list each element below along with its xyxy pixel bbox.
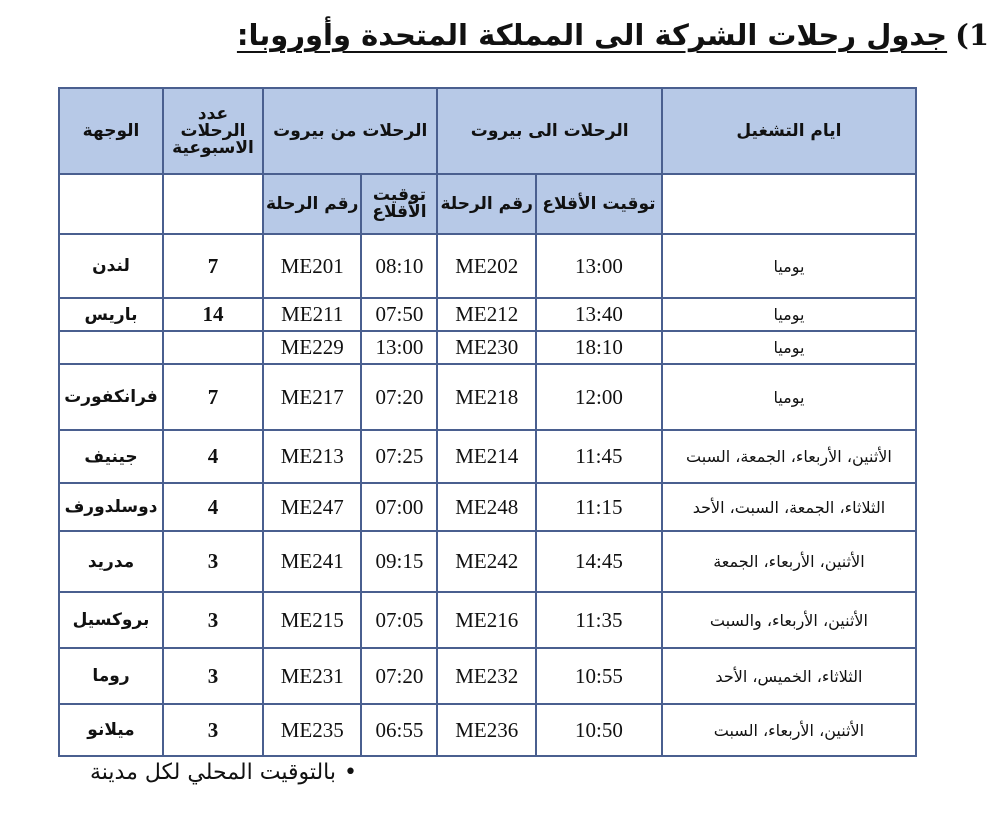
table-row <box>59 298 916 331</box>
days-cell: الثلاثاء، الجمعة، السبت، الأحد <box>662 483 916 531</box>
table-row <box>59 648 916 704</box>
to-flight-cell: ME202 <box>437 234 535 298</box>
table-row <box>59 704 916 756</box>
from-time-cell: 08:10 <box>361 234 437 298</box>
days-cell: يوميا <box>662 364 916 430</box>
header-weekly-count: عدد الرحلات الاسبوعية <box>163 88 263 174</box>
table-row <box>59 430 916 483</box>
destination-cell: مدريد <box>59 531 163 592</box>
subheader-from-time: توقيت الأقلاع <box>361 174 437 234</box>
to-flight-cell: ME248 <box>437 483 535 531</box>
from-flight-cell: ME211 <box>263 298 361 331</box>
from-time-cell: 07:05 <box>361 592 437 648</box>
subheader-to-time: توقيت الأقلاع <box>536 174 662 234</box>
from-flight-cell: ME217 <box>263 364 361 430</box>
weekly-cell: 7 <box>163 364 263 430</box>
from-time-cell: 07:50 <box>361 298 437 331</box>
header-empty-cell <box>662 174 916 234</box>
destination-cell: لندن <box>59 234 163 298</box>
days-cell: يوميا <box>662 234 916 298</box>
weekly-cell: 3 <box>163 704 263 756</box>
weekly-cell: 3 <box>163 648 263 704</box>
days-cell: الأثنين، الأربعاء، السبت <box>662 704 916 756</box>
destination-cell: دوسلدورف <box>59 483 163 531</box>
from-time-cell: 07:20 <box>361 648 437 704</box>
header-days: ايام التشغيل <box>662 88 916 174</box>
to-flight-cell: ME218 <box>437 364 535 430</box>
to-flight-cell: ME214 <box>437 430 535 483</box>
header-empty-cell <box>59 174 163 234</box>
to-time-cell: 14:45 <box>536 531 662 592</box>
from-time-cell: 07:25 <box>361 430 437 483</box>
days-cell: يوميا <box>662 298 916 331</box>
header-row-sub <box>59 174 916 234</box>
from-time-cell: 13:00 <box>361 331 437 364</box>
from-flight-cell: ME201 <box>263 234 361 298</box>
flight-schedule-table <box>58 87 917 757</box>
days-cell: الأثنين، الأربعاء، الجمعة، السبت <box>662 430 916 483</box>
from-time-cell: 09:15 <box>361 531 437 592</box>
destination-cell: فرانكفورت <box>59 364 163 430</box>
header-to-beirut: الرحلات الى بيروت <box>437 88 661 174</box>
weekly-cell: 7 <box>163 234 263 298</box>
weekly-cell: 3 <box>163 531 263 592</box>
to-flight-cell: ME216 <box>437 592 535 648</box>
to-time-cell: 18:10 <box>536 331 662 364</box>
weekly-cell: 14 <box>163 298 263 331</box>
table-row <box>59 483 916 531</box>
to-flight-cell: ME212 <box>437 298 535 331</box>
destination-cell <box>59 331 163 364</box>
to-flight-cell: ME242 <box>437 531 535 592</box>
to-flight-cell: ME236 <box>437 704 535 756</box>
header-row-top <box>59 88 916 174</box>
days-cell: الأثنين، الأربعاء، الجمعة <box>662 531 916 592</box>
title-number: 1) <box>955 18 989 52</box>
to-time-cell: 11:35 <box>536 592 662 648</box>
to-time-cell: 10:55 <box>536 648 662 704</box>
subheader-to-flight: رقم الرحلة <box>437 174 535 234</box>
table-row <box>59 592 916 648</box>
weekly-cell <box>163 331 263 364</box>
header-destination: الوجهة <box>59 88 163 174</box>
from-flight-cell: ME247 <box>263 483 361 531</box>
bullet-icon: • <box>344 760 357 785</box>
from-flight-cell: ME231 <box>263 648 361 704</box>
table-row <box>59 331 916 364</box>
destination-cell: جينيف <box>59 430 163 483</box>
destination-cell: روما <box>59 648 163 704</box>
from-flight-cell: ME229 <box>263 331 361 364</box>
to-time-cell: 12:00 <box>536 364 662 430</box>
footnote-text: بالتوقيت المحلي لكل مدينة <box>89 760 337 785</box>
from-flight-cell: ME215 <box>263 592 361 648</box>
to-time-cell: 11:45 <box>536 430 662 483</box>
to-time-cell: 11:15 <box>536 483 662 531</box>
weekly-cell: 4 <box>163 483 263 531</box>
destination-cell: بروكسيل <box>59 592 163 648</box>
days-cell: يوميا <box>662 331 916 364</box>
to-flight-cell: ME230 <box>437 331 535 364</box>
page-title <box>4 18 989 52</box>
to-time-cell: 13:40 <box>536 298 662 331</box>
from-flight-cell: ME241 <box>263 531 361 592</box>
days-cell: الثلاثاء، الخميس، الأحد <box>662 648 916 704</box>
to-time-cell: 13:00 <box>536 234 662 298</box>
header-from-beirut: الرحلات من بيروت <box>263 88 437 174</box>
days-cell: الأثنين، الأربعاء، والسبت <box>662 592 916 648</box>
from-flight-cell: ME213 <box>263 430 361 483</box>
from-time-cell: 07:00 <box>361 483 437 531</box>
table-row <box>59 364 916 430</box>
footnote <box>90 760 357 785</box>
from-time-cell: 06:55 <box>361 704 437 756</box>
table-row <box>59 531 916 592</box>
table-row <box>59 234 916 298</box>
title-text: جدول رحلات الشركة الى المملكة المتحدة وأوروبا: <box>236 18 948 52</box>
destination-cell: ميلانو <box>59 704 163 756</box>
from-flight-cell: ME235 <box>263 704 361 756</box>
header-empty-cell <box>163 174 263 234</box>
to-time-cell: 10:50 <box>536 704 662 756</box>
destination-cell: باريس <box>59 298 163 331</box>
subheader-from-flight: رقم الرحلة <box>263 174 361 234</box>
weekly-cell: 4 <box>163 430 263 483</box>
to-flight-cell: ME232 <box>437 648 535 704</box>
from-time-cell: 07:20 <box>361 364 437 430</box>
weekly-cell: 3 <box>163 592 263 648</box>
